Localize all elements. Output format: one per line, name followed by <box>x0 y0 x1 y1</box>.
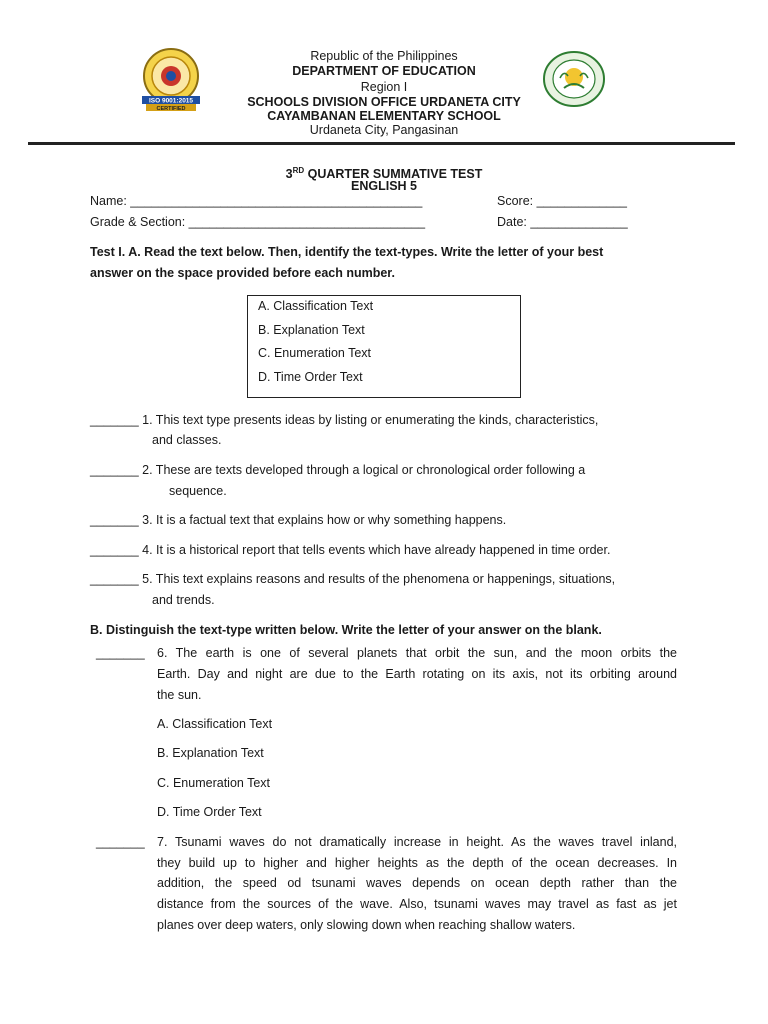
q6-choice-a: A. Classification Text <box>157 717 273 731</box>
q7-line3: addition, the speed od tsunami waves depends on ocean depth rather than the <box>157 876 677 890</box>
region-label: Region I <box>360 80 408 94</box>
choice-c: C. Enumeration Text <box>258 346 372 360</box>
q7-line2: they build up to higher and higher heights as the depth of the ocean decreases. In <box>157 856 677 870</box>
choice-a: A. Classification Text <box>258 299 374 313</box>
q7-line4: distance from the sources of the wave. Also, tsunami waves may travel as fast as jet <box>157 897 677 911</box>
svg-text:ISO 9001:2015: ISO 9001:2015 <box>148 97 194 105</box>
republic-label: Republic of the Philippines <box>310 49 458 63</box>
q6-line1: 6. The earth is one of several planets that orbit the sun, and the moon orbits the <box>157 646 677 660</box>
q6-choice-d: D. Time Order Text <box>157 805 262 819</box>
name-field[interactable]: Name: __________________________________________ <box>90 194 423 208</box>
test1-instruction-line2: answer on the space provided before each number. <box>90 266 395 280</box>
q6-line3: the sun. <box>157 688 202 702</box>
item-5: _______ 5. This text explains reasons and results of the phenomena or happenings, situations, <box>90 572 616 586</box>
choice-d: D. Time Order Text <box>258 370 363 384</box>
test-title: 3RD QUARTER SUMMATIVE TEST <box>285 166 483 182</box>
item-1-cont: and classes. <box>152 433 222 447</box>
q6-blank: _______ <box>96 646 145 660</box>
item-3: _______ 3. It is a factual text that explains how or why something happens. <box>90 513 507 527</box>
item-2: _______ 2. These are texts developed through a logical or chronological order following a <box>90 463 586 477</box>
location-label: Urdaneta City, Pangasinan <box>309 123 459 137</box>
school-name: CAYAMBANAN ELEMENTARY SCHOOL <box>267 109 501 123</box>
grade-section-field[interactable]: Grade & Section: __________________________________ <box>90 215 426 229</box>
item-4: _______ 4. It is a historical report that tells events which have already happened in time order. <box>90 543 611 557</box>
department-label: DEPARTMENT OF EDUCATION <box>292 64 476 78</box>
svg-text:CERTIFIED: CERTIFIED <box>156 106 186 112</box>
q6-line2: Earth. Day and night are due to the Earth rotating on its axis, not its orbiting around <box>157 667 677 681</box>
q7-line5: planes over deep waters, only slowing down when reaching shallow waters. <box>157 918 576 932</box>
test1-instruction-line1: Test I. A. Read the text below. Then, identify the text-types. Write the letter of your best <box>90 245 604 259</box>
choice-b: B. Explanation Text <box>258 323 365 337</box>
item-2-cont: sequence. <box>169 484 227 498</box>
date-field[interactable]: Date: ______________ <box>497 215 628 229</box>
q7-line1: 7. Tsunami waves do not dramatically increase in height. As the waves travel inland, <box>157 835 677 849</box>
q6-choice-c: C. Enumeration Text <box>157 776 271 790</box>
q6-choice-b: B. Explanation Text <box>157 746 264 760</box>
choices-box <box>247 295 521 398</box>
subject-title: ENGLISH 5 <box>351 179 417 193</box>
header-divider <box>28 142 735 145</box>
partb-instruction: B. Distinguish the text-type written below. Write the letter of your answer on the blank. <box>90 623 602 637</box>
item-1: _______ 1. This text type presents ideas by listing or enumerating the kinds, characteristics, <box>90 413 599 427</box>
item-5-cont: and trends. <box>152 593 215 607</box>
q7-blank: _______ <box>96 835 145 849</box>
score-field[interactable]: Score: _____________ <box>497 194 627 208</box>
division-label: SCHOOLS DIVISION OFFICE URDANETA CITY <box>247 95 521 109</box>
